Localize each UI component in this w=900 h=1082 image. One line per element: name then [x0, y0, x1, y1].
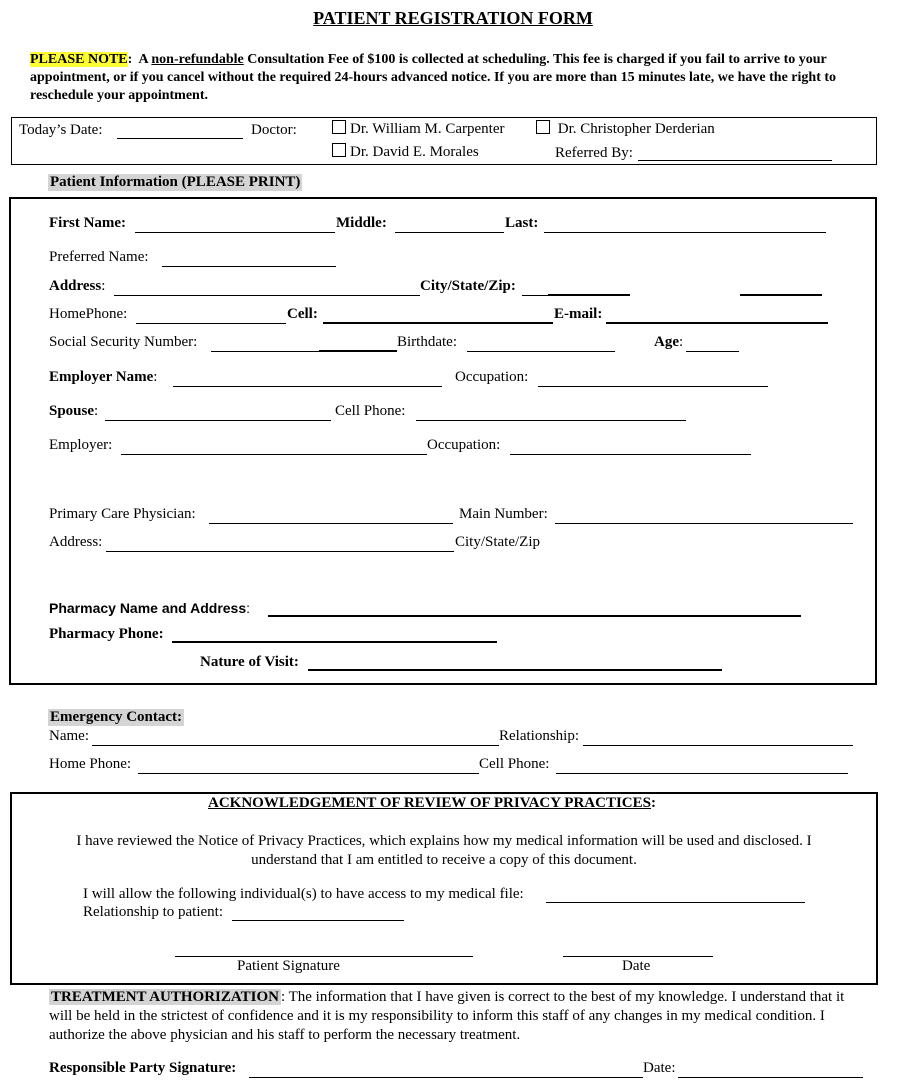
- spouse-employer-label: Employer:: [49, 437, 113, 453]
- todays-date-field[interactable]: [117, 138, 243, 139]
- notice: [30, 51, 880, 105]
- primary-care-field[interactable]: [209, 523, 453, 524]
- primary-care-label: Primary Care Physician:: [49, 506, 196, 522]
- pharmacy-phone-field[interactable]: [172, 641, 497, 643]
- derderian-label: Dr. Christopher Derderian: [557, 121, 715, 137]
- middle-field[interactable]: [395, 232, 504, 233]
- emergency-cell-phone-field[interactable]: [556, 773, 848, 774]
- privacy-relationship-label: Relationship to patient:: [83, 904, 223, 920]
- patient-info-heading: Patient Information (PLEASE PRINT): [50, 174, 301, 190]
- address-label: Address:: [49, 278, 106, 294]
- privacy-relationship-field[interactable]: [232, 920, 404, 921]
- referred-by-label: Referred By:: [555, 145, 633, 161]
- state-field[interactable]: [548, 294, 630, 296]
- pharmacy-name-field[interactable]: [268, 615, 801, 617]
- last-field[interactable]: [544, 232, 826, 233]
- email-field[interactable]: [606, 322, 828, 324]
- home-phone-label: HomePhone:: [49, 306, 128, 322]
- emergency-cell-phone-label: Cell Phone:: [479, 756, 550, 772]
- spouse-cell-phone-label: Cell Phone:: [335, 403, 406, 419]
- treatment-heading: TREATMENT AUTHORIZATION: [51, 989, 279, 1005]
- notice-a: A: [138, 52, 148, 67]
- first-name-label: First Name:: [49, 215, 127, 231]
- doctor-label: Doctor:: [251, 122, 297, 138]
- spouse-occupation-field[interactable]: [510, 454, 751, 455]
- pcp-address-label: Address:: [49, 534, 103, 550]
- non-refundable-text: non-refundable: [151, 52, 244, 67]
- privacy-date-field[interactable]: [563, 956, 713, 957]
- pcp-city-label: City/State/Zip: [455, 534, 540, 550]
- emergency-home-phone-field[interactable]: [138, 773, 479, 774]
- notice-text: Consultation Fee of $100 is collected at scheduling. This fee is charged if you fail to arrive to your appointment, or if you cancel without the required 24-hours advanced notice. If you are more than 15 minutes late, we have the right to reschedule your appointment.: [30, 52, 837, 103]
- ssn-field-1[interactable]: [211, 351, 319, 352]
- employer-name-field[interactable]: [173, 386, 442, 387]
- birthdate-field[interactable]: [467, 351, 615, 352]
- carpenter-checkbox[interactable]: [332, 120, 346, 134]
- patient-signature-field[interactable]: [175, 956, 473, 957]
- doctor-option-morales[interactable]: [332, 143, 479, 161]
- middle-label: Middle:: [336, 215, 387, 231]
- preferred-name-label: Preferred Name:: [49, 249, 149, 265]
- responsible-signature-field[interactable]: [249, 1077, 643, 1078]
- email-label: E-mail:: [554, 306, 603, 322]
- please-note-colon: :: [127, 52, 133, 67]
- ssn-label: Social Security Number:: [49, 334, 198, 350]
- spouse-occupation-label: Occupation:: [427, 437, 501, 453]
- cell-label: Cell:: [287, 306, 318, 322]
- last-label: Last:: [505, 215, 539, 231]
- address-field[interactable]: [114, 295, 420, 296]
- privacy-paragraph: I have reviewed the Notice of Privacy Practices, which explains how my medical information will be used and disclosed. I understand that I am entitled to receive a copy of this document.: [76, 833, 812, 868]
- spouse-employer-field[interactable]: [121, 454, 427, 455]
- preferred-name-field[interactable]: [162, 266, 336, 267]
- doctor-option-carpenter[interactable]: [332, 120, 505, 138]
- nature-of-visit-label: Nature of Visit:: [200, 654, 299, 670]
- pharmacy-name-label: Pharmacy Name and Address:: [49, 600, 251, 616]
- privacy-allow-field[interactable]: [546, 902, 805, 903]
- occupation-field[interactable]: [538, 386, 768, 387]
- privacy-allow-label: I will allow the following individual(s) to have access to my medical file:: [83, 886, 524, 902]
- carpenter-label: Dr. William M. Carpenter: [350, 121, 505, 137]
- treatment-date-field[interactable]: [678, 1077, 863, 1078]
- employer-name-label: Employer Name:: [49, 369, 158, 385]
- todays-date-label: Today’s Date:: [19, 122, 103, 138]
- page-title: PATIENT REGISTRATION FORM: [313, 8, 593, 28]
- doctor-option-derderian[interactable]: [536, 120, 715, 138]
- spouse-field[interactable]: [105, 420, 331, 421]
- treatment-text: : The information that I have given is correct to the best of my knowledge. I understand that it will be held in the strictest of confidence and it is my responsibility to inform this staff of any changes in my medical condition. I authorize the above physician and his staff to perform the necessary treatment.: [49, 989, 845, 1043]
- patient-signature-label: Patient Signature: [237, 958, 340, 974]
- occupation-label: Occupation:: [455, 369, 529, 385]
- zip-field[interactable]: [740, 294, 822, 296]
- ssn-field-2[interactable]: [319, 350, 397, 352]
- cell-field[interactable]: [323, 322, 553, 324]
- emergency-name-label: Name:: [49, 728, 89, 744]
- emergency-heading: Emergency Contact:: [50, 709, 183, 725]
- main-number-field[interactable]: [555, 523, 853, 524]
- pharmacy-phone-label: Pharmacy Phone:: [49, 626, 164, 642]
- treatment-paragraph: [49, 988, 849, 1045]
- spouse-label: Spouse:: [49, 403, 99, 419]
- privacy-date-label: Date: [622, 958, 651, 974]
- main-number-label: Main Number:: [459, 506, 548, 522]
- emergency-relationship-field[interactable]: [583, 745, 853, 746]
- emergency-home-phone-label: Home Phone:: [49, 756, 132, 772]
- responsible-signature-label: Responsible Party Signature:: [49, 1060, 237, 1076]
- derderian-checkbox[interactable]: [536, 120, 550, 134]
- pcp-address-field[interactable]: [106, 551, 454, 552]
- home-phone-field[interactable]: [136, 323, 286, 324]
- nature-of-visit-field[interactable]: [308, 669, 722, 671]
- please-note-label: PLEASE NOTE: [30, 52, 128, 67]
- age-label: Age:: [654, 334, 684, 350]
- first-name-field[interactable]: [135, 232, 335, 233]
- morales-label: Dr. David E. Morales: [350, 144, 479, 160]
- birthdate-label: Birthdate:: [397, 334, 457, 350]
- morales-checkbox[interactable]: [332, 143, 346, 157]
- privacy-heading: ACKNOWLEDGEMENT OF REVIEW OF PRIVACY PRACTICES:: [208, 795, 656, 811]
- emergency-name-field[interactable]: [92, 745, 499, 746]
- referred-by-field[interactable]: [638, 160, 832, 161]
- city-state-zip-label: City/State/Zip:: [420, 278, 516, 294]
- spouse-cell-phone-field[interactable]: [416, 420, 686, 421]
- age-field[interactable]: [686, 351, 739, 352]
- treatment-date-label: Date:: [643, 1060, 676, 1076]
- emergency-relationship-label: Relationship:: [499, 728, 579, 744]
